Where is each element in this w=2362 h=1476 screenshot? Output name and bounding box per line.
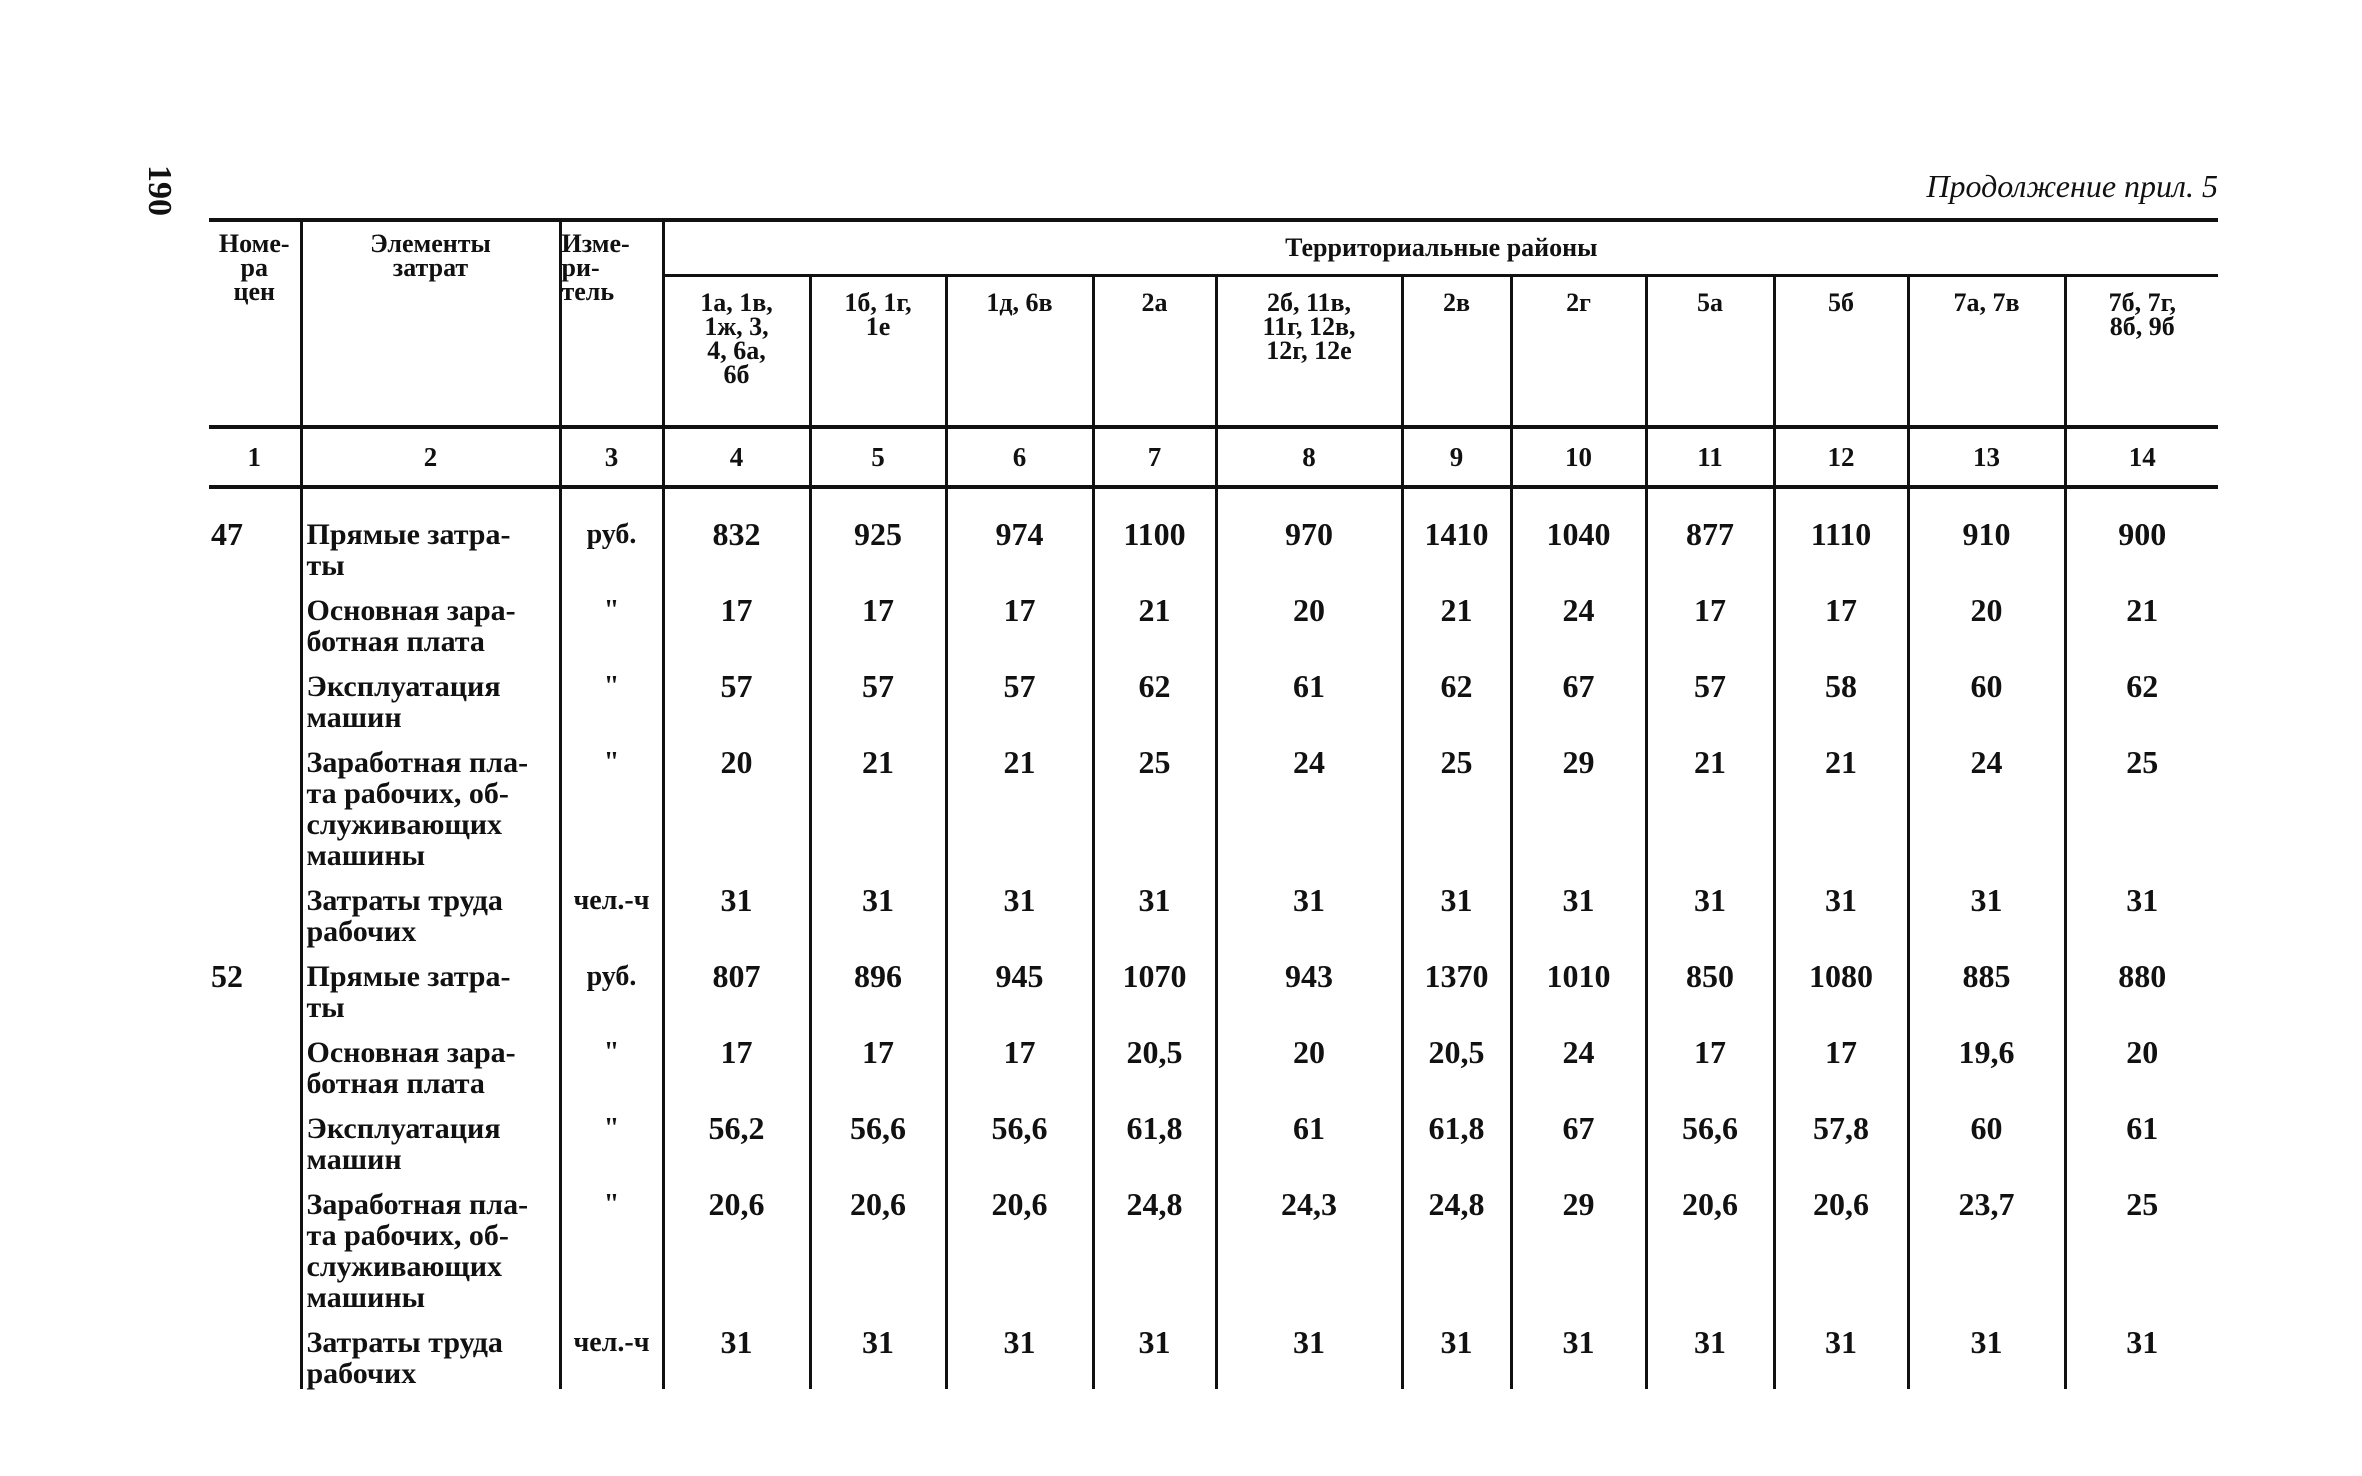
row-value: 58 bbox=[1774, 657, 1908, 733]
column-number: 7 bbox=[1093, 427, 1216, 487]
row-price-number bbox=[209, 581, 301, 657]
row-value: 61 bbox=[1216, 1099, 1402, 1175]
row-value: 1410 bbox=[1402, 487, 1511, 581]
page-number: 190 bbox=[141, 165, 178, 216]
row-value: 20 bbox=[1216, 1023, 1402, 1099]
row-value: 885 bbox=[1908, 947, 2065, 1023]
row-value: 17 bbox=[946, 1023, 1093, 1099]
row-value: 31 bbox=[1646, 871, 1774, 947]
row-value: 31 bbox=[1216, 1313, 1402, 1389]
row-price-number: 47 bbox=[211, 516, 243, 552]
header-district: 7а, 7в bbox=[1908, 276, 2065, 428]
row-value: 21 bbox=[2065, 581, 2218, 657]
row-value: 20 bbox=[1216, 581, 1402, 657]
row-value: 24 bbox=[1216, 733, 1402, 871]
header-district: 2в bbox=[1402, 276, 1511, 428]
row-value: 20 bbox=[2065, 1023, 2218, 1099]
row-value: 25 bbox=[2065, 733, 2218, 871]
header-district: 5б bbox=[1774, 276, 1908, 428]
table-row bbox=[209, 1313, 2218, 1389]
column-number: 1 bbox=[209, 427, 301, 487]
row-value: 850 bbox=[1646, 947, 1774, 1023]
row-value: 1040 bbox=[1511, 487, 1646, 581]
row-value: 17 bbox=[946, 581, 1093, 657]
row-price-number bbox=[209, 1313, 301, 1389]
row-value: 31 bbox=[810, 1313, 946, 1389]
row-value: 945 bbox=[946, 947, 1093, 1023]
row-value: 31 bbox=[663, 1313, 810, 1389]
row-unit: " bbox=[560, 581, 663, 657]
row-value: 57 bbox=[1646, 657, 1774, 733]
header-district: 7б, 7г, 8б, 9б bbox=[2065, 276, 2218, 428]
row-value: 67 bbox=[1511, 657, 1646, 733]
row-cost-element: Затраты труда рабочих bbox=[301, 1313, 560, 1389]
header-price-number bbox=[209, 220, 301, 427]
row-value: 21 bbox=[1646, 733, 1774, 871]
row-value: 21 bbox=[1093, 581, 1216, 657]
row-value: 807 bbox=[663, 947, 810, 1023]
row-value: 24,8 bbox=[1093, 1175, 1216, 1313]
row-value: 17 bbox=[1774, 1023, 1908, 1099]
row-value: 61 bbox=[1216, 657, 1402, 733]
row-value: 17 bbox=[810, 581, 946, 657]
row-value: 877 bbox=[1646, 487, 1774, 581]
row-value: 61 bbox=[2065, 1099, 2218, 1175]
row-value: 1100 bbox=[1093, 487, 1216, 581]
row-value: 57 bbox=[946, 657, 1093, 733]
header-territorial-districts: Территориальные районы bbox=[663, 220, 2218, 276]
row-value: 60 bbox=[1908, 1099, 2065, 1175]
row-value: 17 bbox=[1774, 581, 1908, 657]
row-value: 56,6 bbox=[946, 1099, 1093, 1175]
row-value: 56,6 bbox=[810, 1099, 946, 1175]
row-value: 900 bbox=[2065, 487, 2218, 581]
row-value: 31 bbox=[810, 871, 946, 947]
row-value: 57,8 bbox=[1774, 1099, 1908, 1175]
header-cost-elements bbox=[301, 220, 560, 427]
row-value: 31 bbox=[1402, 1313, 1511, 1389]
row-unit: чел.-ч bbox=[560, 871, 663, 947]
row-value: 20 bbox=[1908, 581, 2065, 657]
row-value: 1080 bbox=[1774, 947, 1908, 1023]
header-district: 2б, 11в, 11г, 12в, 12г, 12е bbox=[1216, 276, 1402, 428]
row-value: 1010 bbox=[1511, 947, 1646, 1023]
column-number: 12 bbox=[1774, 427, 1908, 487]
row-value: 62 bbox=[1093, 657, 1216, 733]
column-number: 2 bbox=[301, 427, 560, 487]
row-value: 25 bbox=[1093, 733, 1216, 871]
row-value: 21 bbox=[946, 733, 1093, 871]
row-value: 31 bbox=[1774, 1313, 1908, 1389]
column-number: 6 bbox=[946, 427, 1093, 487]
table-row bbox=[209, 487, 2218, 581]
row-value: 880 bbox=[2065, 947, 2218, 1023]
header-district: 2г bbox=[1511, 276, 1646, 428]
row-value: 57 bbox=[810, 657, 946, 733]
row-value: 896 bbox=[810, 947, 946, 1023]
row-value: 23,7 bbox=[1908, 1175, 2065, 1313]
row-value: 57 bbox=[663, 657, 810, 733]
row-value: 29 bbox=[1511, 733, 1646, 871]
row-price-number bbox=[209, 733, 301, 871]
row-value: 943 bbox=[1216, 947, 1402, 1023]
header-district: 1б, 1г, 1е bbox=[810, 276, 946, 428]
row-unit: " bbox=[560, 1023, 663, 1099]
row-value: 31 bbox=[1511, 871, 1646, 947]
row-value: 17 bbox=[663, 1023, 810, 1099]
row-value: 62 bbox=[1402, 657, 1511, 733]
row-value: 19,6 bbox=[1908, 1023, 2065, 1099]
row-price-number bbox=[209, 871, 301, 947]
row-value: 31 bbox=[1908, 871, 2065, 947]
row-unit: " bbox=[560, 657, 663, 733]
row-value: 56,2 bbox=[663, 1099, 810, 1175]
row-value: 31 bbox=[2065, 871, 2218, 947]
row-value: 20,6 bbox=[1646, 1175, 1774, 1313]
row-value: 31 bbox=[1093, 1313, 1216, 1389]
row-value: 31 bbox=[2065, 1313, 2218, 1389]
row-value: 20 bbox=[663, 733, 810, 871]
column-number: 8 bbox=[1216, 427, 1402, 487]
row-cost-element: Заработная пла- та рабочих, об- служивающих машины bbox=[301, 733, 560, 871]
row-value: 62 bbox=[2065, 657, 2218, 733]
header-district: 1д, 6в bbox=[946, 276, 1093, 428]
row-cost-element: Эксплуатация машин bbox=[301, 1099, 560, 1175]
column-number: 14 bbox=[2065, 427, 2218, 487]
row-unit: " bbox=[560, 1175, 663, 1313]
row-value: 24 bbox=[1511, 581, 1646, 657]
column-number: 10 bbox=[1511, 427, 1646, 487]
row-unit: чел.-ч bbox=[560, 1313, 663, 1389]
row-value: 17 bbox=[663, 581, 810, 657]
header-unit-label: Изме- ри- тель bbox=[561, 229, 630, 306]
row-price-number: 52 bbox=[211, 958, 243, 994]
row-value: 25 bbox=[2065, 1175, 2218, 1313]
column-number: 9 bbox=[1402, 427, 1511, 487]
row-cost-element: Основная зара- ботная плата bbox=[301, 581, 560, 657]
row-value: 20,6 bbox=[1774, 1175, 1908, 1313]
row-value: 24 bbox=[1511, 1023, 1646, 1099]
row-value: 17 bbox=[1646, 581, 1774, 657]
row-cost-element: Основная зара- ботная плата bbox=[301, 1023, 560, 1099]
row-value: 17 bbox=[1646, 1023, 1774, 1099]
row-value: 17 bbox=[810, 1023, 946, 1099]
table-row bbox=[209, 947, 2218, 1023]
row-value: 31 bbox=[1402, 871, 1511, 947]
row-value: 31 bbox=[1216, 871, 1402, 947]
row-cost-element: Прямые затра- ты bbox=[301, 487, 560, 581]
row-value: 31 bbox=[1908, 1313, 2065, 1389]
row-value: 56,6 bbox=[1646, 1099, 1774, 1175]
row-price-number bbox=[209, 1099, 301, 1175]
row-value: 31 bbox=[946, 1313, 1093, 1389]
cost-table bbox=[209, 218, 2218, 1389]
row-value: 21 bbox=[810, 733, 946, 871]
row-value: 832 bbox=[663, 487, 810, 581]
row-value: 20,6 bbox=[946, 1175, 1093, 1313]
row-cost-element: Затраты труда рабочих bbox=[301, 871, 560, 947]
row-value: 61,8 bbox=[1402, 1099, 1511, 1175]
row-value: 31 bbox=[1511, 1313, 1646, 1389]
table-row bbox=[209, 657, 2218, 733]
row-value: 925 bbox=[810, 487, 946, 581]
table-row bbox=[209, 1175, 2218, 1313]
column-number: 13 bbox=[1908, 427, 2065, 487]
row-cost-element: Прямые затра- ты bbox=[301, 947, 560, 1023]
row-cost-element: Заработная пла- та рабочих, об- служивающих машины bbox=[301, 1175, 560, 1313]
row-value: 31 bbox=[1646, 1313, 1774, 1389]
row-price-number bbox=[209, 1175, 301, 1313]
header-unit bbox=[560, 220, 663, 427]
header-district: 1а, 1в, 1ж, 3, 4, 6а, 6б bbox=[663, 276, 810, 428]
row-value: 25 bbox=[1402, 733, 1511, 871]
row-value: 974 bbox=[946, 487, 1093, 581]
row-value: 1070 bbox=[1093, 947, 1216, 1023]
row-value: 60 bbox=[1908, 657, 2065, 733]
column-number: 5 bbox=[810, 427, 946, 487]
row-value: 1370 bbox=[1402, 947, 1511, 1023]
row-value: 1110 bbox=[1774, 487, 1908, 581]
header-district: 2а bbox=[1093, 276, 1216, 428]
row-value: 24,8 bbox=[1402, 1175, 1511, 1313]
row-value: 20,5 bbox=[1402, 1023, 1511, 1099]
header-price-number-label: Номе- ра цен bbox=[218, 229, 290, 306]
header-cost-elements-label: Элементы затрат bbox=[370, 229, 491, 282]
row-value: 21 bbox=[1402, 581, 1511, 657]
row-value: 20,5 bbox=[1093, 1023, 1216, 1099]
row-value: 910 bbox=[1908, 487, 2065, 581]
row-unit: " bbox=[560, 1099, 663, 1175]
row-value: 24 bbox=[1908, 733, 2065, 871]
table-row bbox=[209, 581, 2218, 657]
row-value: 61,8 bbox=[1093, 1099, 1216, 1175]
row-unit: руб. bbox=[560, 947, 663, 1023]
row-unit: " bbox=[560, 733, 663, 871]
header-district: 5а bbox=[1646, 276, 1774, 428]
row-value: 31 bbox=[946, 871, 1093, 947]
row-price-number bbox=[209, 1023, 301, 1099]
column-number: 3 bbox=[560, 427, 663, 487]
row-cost-element: Эксплуатация машин bbox=[301, 657, 560, 733]
table-row bbox=[209, 871, 2218, 947]
table-continuation-title: Продолжение прил. 5 bbox=[1926, 168, 2218, 204]
row-unit: руб. bbox=[560, 487, 663, 581]
row-value: 20,6 bbox=[663, 1175, 810, 1313]
row-value: 31 bbox=[663, 871, 810, 947]
row-price-number bbox=[209, 657, 301, 733]
row-value: 970 bbox=[1216, 487, 1402, 581]
row-value: 20,6 bbox=[810, 1175, 946, 1313]
row-value: 67 bbox=[1511, 1099, 1646, 1175]
column-number: 11 bbox=[1646, 427, 1774, 487]
column-number: 4 bbox=[663, 427, 810, 487]
row-value: 29 bbox=[1511, 1175, 1646, 1313]
row-value: 31 bbox=[1774, 871, 1908, 947]
table-row bbox=[209, 1099, 2218, 1175]
table-row bbox=[209, 1023, 2218, 1099]
row-value: 31 bbox=[1093, 871, 1216, 947]
row-value: 21 bbox=[1774, 733, 1908, 871]
table-row bbox=[209, 733, 2218, 871]
row-value: 24,3 bbox=[1216, 1175, 1402, 1313]
